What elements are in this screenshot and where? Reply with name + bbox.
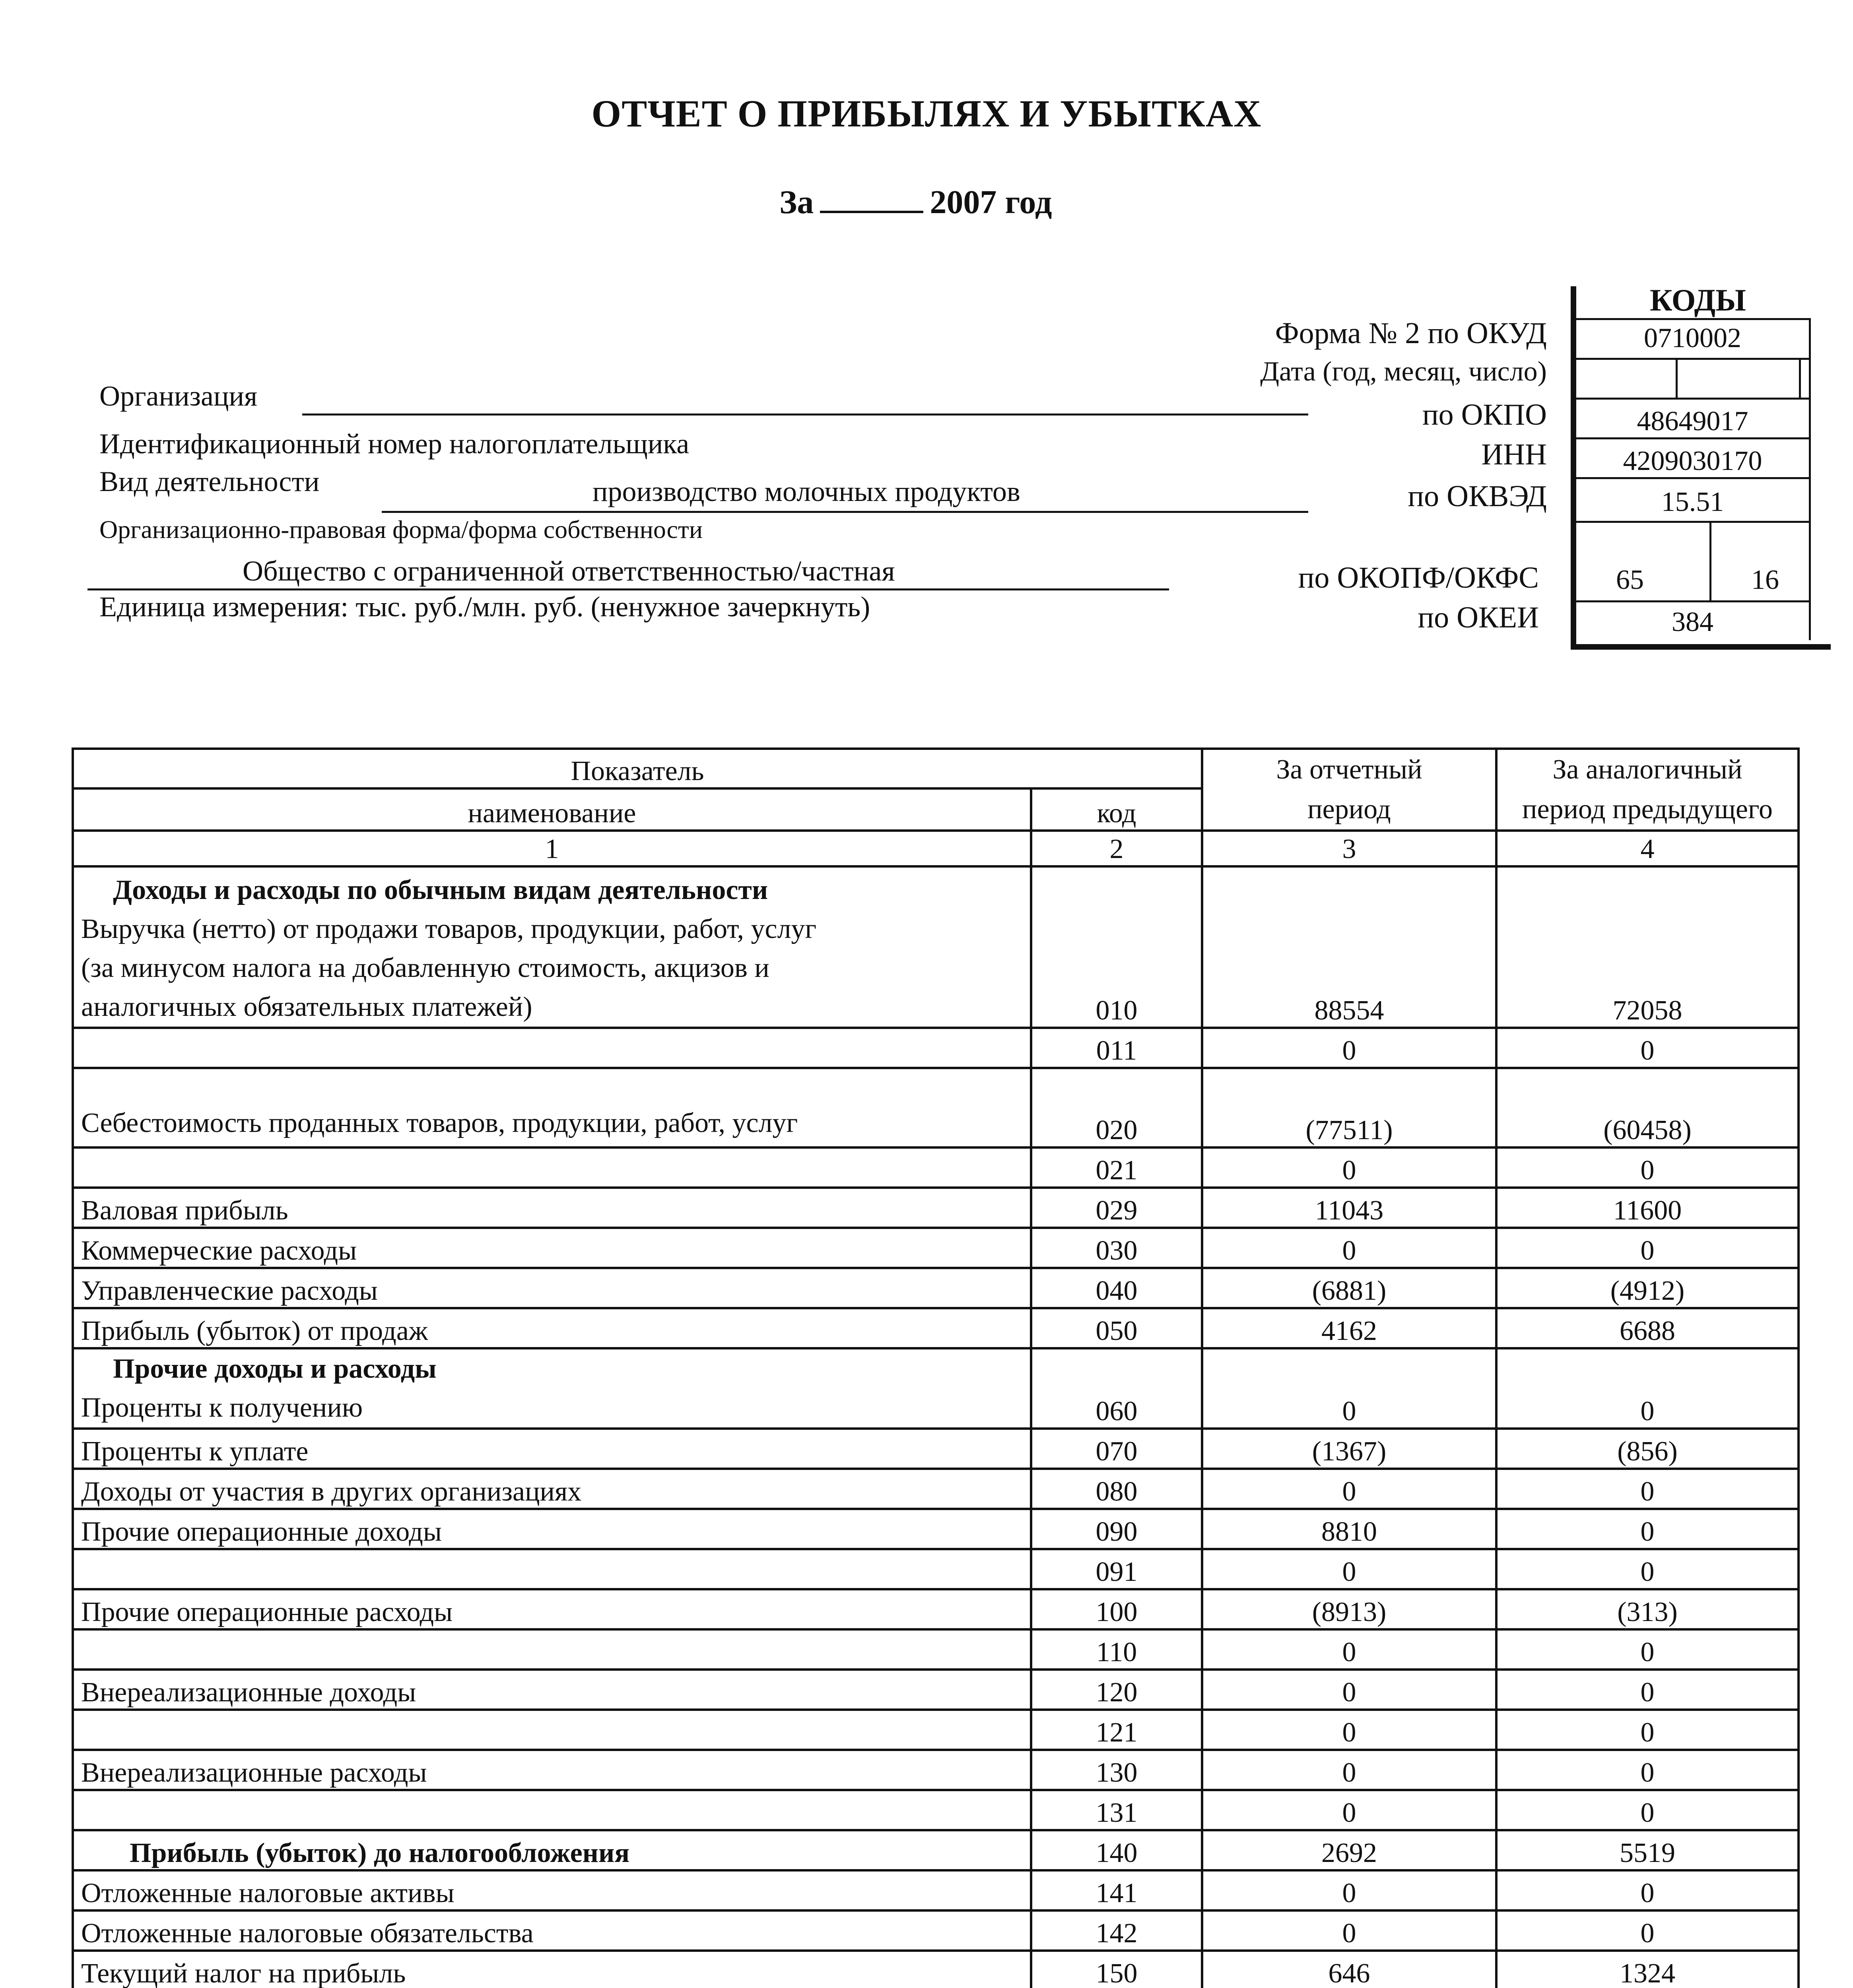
row-previous-value: (60458) <box>1496 1068 1799 1147</box>
code-okopf-divider <box>1709 523 1711 602</box>
head-num-4: 4 <box>1496 831 1799 866</box>
row-code: 091 <box>1031 1549 1202 1589</box>
row-code: 080 <box>1031 1469 1202 1509</box>
row-code: 141 <box>1031 1870 1202 1910</box>
row-code: 140 <box>1031 1830 1202 1870</box>
head-num-1: 1 <box>73 831 1031 866</box>
okud-label: Форма № 2 по ОКУД <box>1275 316 1547 350</box>
inn-code-label: ИНН <box>1481 438 1547 471</box>
row-name: Прочие операционные доходы <box>73 1509 1031 1549</box>
table-row <box>73 1348 1799 1429</box>
table-row <box>73 1308 1799 1348</box>
row-previous-value: 0 <box>1496 1870 1799 1910</box>
table-row <box>73 1910 1799 1951</box>
row-code: 029 <box>1031 1188 1202 1228</box>
row-code: 060 <box>1031 1348 1202 1429</box>
row-current-value: 4162 <box>1202 1308 1496 1348</box>
row-code: 050 <box>1031 1308 1202 1348</box>
table-row <box>73 1509 1799 1549</box>
unit-label: Единица измерения: тыс. руб./млн. руб. (ненужное зачеркнуть) <box>99 591 870 623</box>
row-name: Валовая прибыль <box>73 1188 1031 1228</box>
row-previous-value: 0 <box>1496 1509 1799 1549</box>
row-previous-value: 0 <box>1496 1469 1799 1509</box>
table-row <box>73 1147 1799 1188</box>
row-current-value: 0 <box>1202 1629 1496 1670</box>
report-title: ОТЧЕТ О ПРИБЫЛЯХ И УБЫТКАХ <box>591 92 1262 135</box>
row-current-value: (6881) <box>1202 1268 1496 1308</box>
row-previous-value: 0 <box>1496 1670 1799 1710</box>
row-name <box>73 1710 1031 1750</box>
row-name: Прибыль (убыток) до налогообложения <box>73 1830 1031 1870</box>
row-previous-value: (313) <box>1496 1589 1799 1629</box>
row-code: 100 <box>1031 1589 1202 1629</box>
row-previous-value: 72058 <box>1496 866 1799 1028</box>
row-name: Доходы от участия в других организациях <box>73 1469 1031 1509</box>
row-previous-value: 5519 <box>1496 1830 1799 1870</box>
code-okved: 15.51 <box>1576 477 1811 521</box>
row-current-value: 88554 <box>1202 866 1496 1028</box>
legal-form-value: Общество с ограниченной ответственностью/частная <box>243 555 895 587</box>
codes-title: КОДЫ <box>1650 283 1746 317</box>
row-name: Отложенные налоговые активы <box>73 1870 1031 1910</box>
row-current-value: 0 <box>1202 1870 1496 1910</box>
row-previous-value: 0 <box>1496 1750 1799 1790</box>
activity-value: производство молочных продуктов <box>592 476 1020 507</box>
table-row <box>73 1228 1799 1268</box>
row-current-value: 0 <box>1202 1750 1496 1790</box>
table-row <box>73 1549 1799 1589</box>
row-name: Внереализационные доходы <box>73 1670 1031 1710</box>
row-name <box>73 866 1031 1028</box>
row-code: 030 <box>1031 1228 1202 1268</box>
row-code: 110 <box>1031 1629 1202 1670</box>
report-period <box>779 183 1052 221</box>
revenue-line-2: (за минусом налога на добавленную стоимость, акцизов и <box>81 953 769 983</box>
row-previous-value: 6688 <box>1496 1308 1799 1348</box>
period-blank-line <box>820 207 923 213</box>
organization-label: Организация <box>99 380 258 412</box>
row-current-value: 0 <box>1202 1228 1496 1268</box>
row-current-value: (77511) <box>1202 1068 1496 1147</box>
table-row <box>73 1469 1799 1509</box>
row-name: Себестоимость проданных товаров, продукции, работ, услуг <box>73 1068 1031 1147</box>
row-code: 142 <box>1031 1910 1202 1951</box>
row-name: Прибыль (убыток) от продаж <box>73 1308 1031 1348</box>
code-okud: 0710002 <box>1576 318 1811 358</box>
table-row <box>73 866 1799 1028</box>
head-num-2: 2 <box>1031 831 1202 866</box>
row-previous-value: 0 <box>1496 1228 1799 1268</box>
head-code: код <box>1031 788 1202 831</box>
row-code: 070 <box>1031 1429 1202 1469</box>
row-name <box>73 1790 1031 1830</box>
okpo-label: по ОКПО <box>1422 398 1547 431</box>
row-current-value: 0 <box>1202 1549 1496 1589</box>
code-date-divider-2 <box>1799 360 1801 400</box>
head-previous-line1: За аналогичный <box>1552 754 1742 785</box>
okopf-label: по ОКОПФ/ОКФС <box>1298 561 1539 594</box>
activity-label: Вид деятельности <box>99 466 320 497</box>
row-name: Коммерческие расходы <box>73 1228 1031 1268</box>
inn-label: Идентификационный номер налогоплательщика <box>99 428 690 460</box>
code-okei: 384 <box>1576 600 1811 640</box>
table-row <box>73 1589 1799 1629</box>
okved-label: по ОКВЭД <box>1408 480 1547 513</box>
code-okopf-okfs <box>1576 521 1811 600</box>
row-code: 121 <box>1031 1710 1202 1750</box>
activity-underline <box>382 511 1308 513</box>
row-current-value: 0 <box>1202 1790 1496 1830</box>
section-other-title: Прочие доходы и расходы <box>113 1353 437 1384</box>
head-current-line1: За отчетный <box>1276 754 1422 785</box>
row-current-value: (1367) <box>1202 1429 1496 1469</box>
table-row <box>73 1028 1799 1068</box>
revenue-line-1: Выручка (нетто) от продажи товаров, продукции, работ, услуг <box>81 914 817 944</box>
table-row <box>73 1951 1799 1988</box>
table-row <box>73 1830 1799 1870</box>
row-previous-value: (856) <box>1496 1429 1799 1469</box>
table-row <box>73 1750 1799 1790</box>
row-name: Внереализационные расходы <box>73 1750 1031 1790</box>
table-row <box>73 1629 1799 1670</box>
row-name <box>73 1348 1031 1429</box>
code-date-divider-1 <box>1676 360 1678 400</box>
head-previous <box>1496 749 1799 831</box>
row-name: Проценты к уплате <box>73 1429 1031 1469</box>
row-name <box>73 1629 1031 1670</box>
row-name-text: Проценты к получению <box>81 1392 363 1423</box>
code-okpo: 48649017 <box>1576 398 1811 437</box>
row-current-value: 0 <box>1202 1710 1496 1750</box>
row-code: 021 <box>1031 1147 1202 1188</box>
table-row <box>73 1188 1799 1228</box>
row-name: Прочие операционные расходы <box>73 1589 1031 1629</box>
row-previous-value: 1324 <box>1496 1951 1799 1988</box>
head-name: наименование <box>73 788 1031 831</box>
income-statement-table <box>72 747 1800 1988</box>
row-code: 040 <box>1031 1268 1202 1308</box>
row-previous-value: 0 <box>1496 1790 1799 1830</box>
table-row <box>73 1670 1799 1710</box>
table-row <box>73 831 1799 866</box>
row-name: Управленческие расходы <box>73 1268 1031 1308</box>
row-code: 010 <box>1031 866 1202 1028</box>
row-code: 120 <box>1031 1670 1202 1710</box>
row-previous-value: (4912) <box>1496 1268 1799 1308</box>
table-row <box>73 1068 1799 1147</box>
head-num-3: 3 <box>1202 831 1496 866</box>
code-okfs: 16 <box>1751 565 1779 595</box>
code-inn: 4209030170 <box>1576 437 1811 477</box>
row-previous-value: 0 <box>1496 1028 1799 1068</box>
row-current-value: 0 <box>1202 1028 1496 1068</box>
row-previous-value: 0 <box>1496 1147 1799 1188</box>
row-name <box>73 1028 1031 1068</box>
row-previous-value: 0 <box>1496 1710 1799 1750</box>
row-code: 090 <box>1031 1509 1202 1549</box>
row-current-value: 0 <box>1202 1348 1496 1429</box>
row-current-value: 646 <box>1202 1951 1496 1988</box>
head-indicator: Показатель <box>73 749 1202 788</box>
table-row <box>73 1429 1799 1469</box>
row-current-value: 2692 <box>1202 1830 1496 1870</box>
row-name <box>73 1147 1031 1188</box>
head-current-line2: период <box>1307 794 1391 825</box>
period-prefix: За <box>779 184 814 221</box>
row-code: 011 <box>1031 1028 1202 1068</box>
row-code: 150 <box>1031 1951 1202 1988</box>
row-previous-value: 0 <box>1496 1549 1799 1589</box>
row-name: Отложенные налоговые обязательства <box>73 1910 1031 1951</box>
table-row <box>73 749 1799 788</box>
head-current <box>1202 749 1496 831</box>
row-code: 130 <box>1031 1750 1202 1790</box>
code-date <box>1576 358 1811 398</box>
section-ordinary-title: Доходы и расходы по обычным видам деятельности <box>113 875 768 905</box>
row-previous-value: 0 <box>1496 1629 1799 1670</box>
row-current-value: 0 <box>1202 1910 1496 1951</box>
table-row <box>73 1268 1799 1308</box>
row-name: Текущий налог на прибыль <box>73 1951 1031 1988</box>
row-current-value: 11043 <box>1202 1188 1496 1228</box>
row-current-value: (8913) <box>1202 1589 1496 1629</box>
organization-underline <box>302 414 1308 415</box>
row-current-value: 8810 <box>1202 1509 1496 1549</box>
row-code: 020 <box>1031 1068 1202 1147</box>
code-okopf: 65 <box>1616 565 1644 595</box>
period-value: 2007 год <box>930 184 1052 221</box>
row-previous-value: 0 <box>1496 1910 1799 1951</box>
table-row <box>73 1710 1799 1750</box>
row-previous-value: 11600 <box>1496 1188 1799 1228</box>
okei-label: по ОКЕИ <box>1418 601 1539 634</box>
head-previous-line2: период предыдущего <box>1522 794 1773 825</box>
row-code: 131 <box>1031 1790 1202 1830</box>
legal-form-label: Организационно-правовая форма/форма собственности <box>99 515 703 544</box>
date-label: Дата (год, месяц, число) <box>1260 356 1547 387</box>
row-current-value: 0 <box>1202 1670 1496 1710</box>
table-row <box>73 1870 1799 1910</box>
row-previous-value: 0 <box>1496 1348 1799 1429</box>
revenue-line-3: аналогичных обязательных платежей) <box>81 992 532 1022</box>
row-current-value: 0 <box>1202 1469 1496 1509</box>
row-name <box>73 1549 1031 1589</box>
row-current-value: 0 <box>1202 1147 1496 1188</box>
table-row <box>73 1790 1799 1830</box>
